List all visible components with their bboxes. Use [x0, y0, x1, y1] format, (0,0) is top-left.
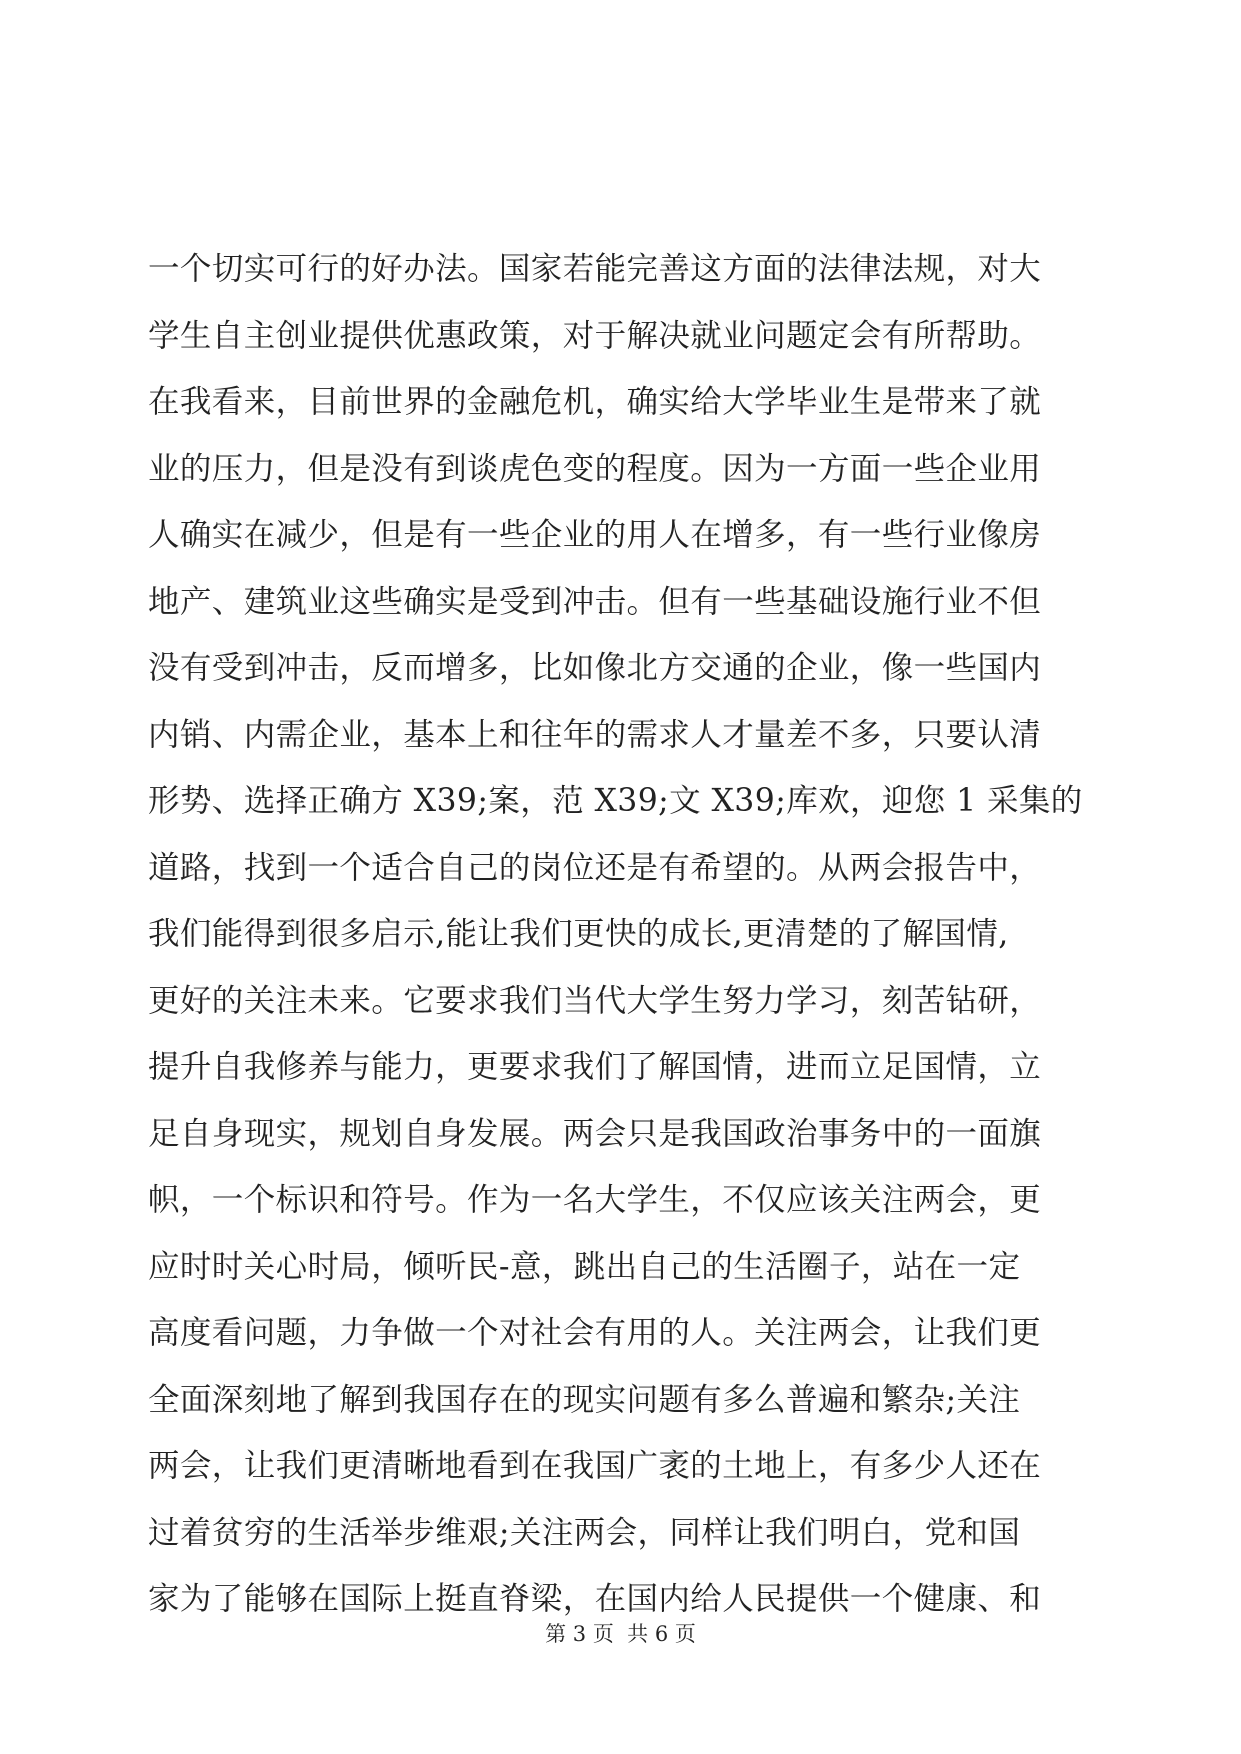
text-line: 学生自主创业提供优惠政策，对于解决就业问题定会有所帮助。	[148, 317, 1042, 354]
page-number-footer: 第 3 页 共 6 页	[545, 1622, 696, 1646]
text-line: 地产、建筑业这些确实是受到冲击。但有一些基础设施行业不但	[148, 583, 1042, 620]
text-line: 道路，找到一个适合自己的岗位还是有希望的。从两会报告中，	[148, 849, 1042, 886]
text-line: 在我看来，目前世界的金融危机，确实给大学毕业生是带来了就	[148, 384, 1042, 420]
text-line: 提升自我修养与能力，更要求我们了解国情，进而立足国情，立	[148, 1049, 1042, 1085]
text-line: 应时时关心时局，倾听民-意，跳出自己的生活圈子，站在一定	[148, 1248, 1021, 1285]
text-line: 我们能得到很多启示,能让我们更快的成长,更清楚的了解国情,	[148, 916, 1009, 952]
text-line: 足自身现实，规划自身发展。两会只是我国政治事务中的一面旗	[148, 1115, 1042, 1152]
text-line: 更好的关注未来。它要求我们当代大学生努力学习，刻苦钻研，	[148, 982, 1042, 1019]
text-line: 没有受到冲击，反而增多，比如像北方交通的企业，像一些国内	[148, 650, 1042, 686]
body-text	[148, 236, 1093, 1633]
text-line: 家为了能够在国际上挺直脊梁，在国内给人民提供一个健康、和	[148, 1581, 1042, 1617]
text-line: 两会，让我们更清晰地看到在我国广袤的土地上，有多少人还在	[148, 1448, 1042, 1484]
text-line: 高度看问题，力争做一个对社会有用的人。关注两会，让我们更	[148, 1315, 1042, 1351]
text-line: 业的压力，但是没有到谈虎色变的程度。因为一方面一些企业用	[148, 450, 1042, 487]
text-line: 过着贫穷的生活举步维艰;关注两会，同样让我们明白，党和国	[148, 1514, 1021, 1551]
text-line: 人确实在减少，但是有一些企业的用人在增多，有一些行业像房	[148, 517, 1042, 553]
text-line: 内销、内需企业，基本上和往年的需求人才量差不多，只要认清	[148, 716, 1042, 753]
text-line: 形势、选择正确方 X39;案，范 X39;文 X39;库欢，迎您 1 采集的	[148, 783, 1083, 819]
text-line: 帜，一个标识和符号。作为一名大学生，不仅应该关注两会，更	[148, 1182, 1042, 1218]
text-line: 全面深刻地了解到我国存在的现实问题有多么普遍和繁杂;关注	[148, 1381, 1021, 1418]
text-line: 一个切实可行的好办法。国家若能完善这方面的法律法规，对大	[148, 251, 1042, 287]
